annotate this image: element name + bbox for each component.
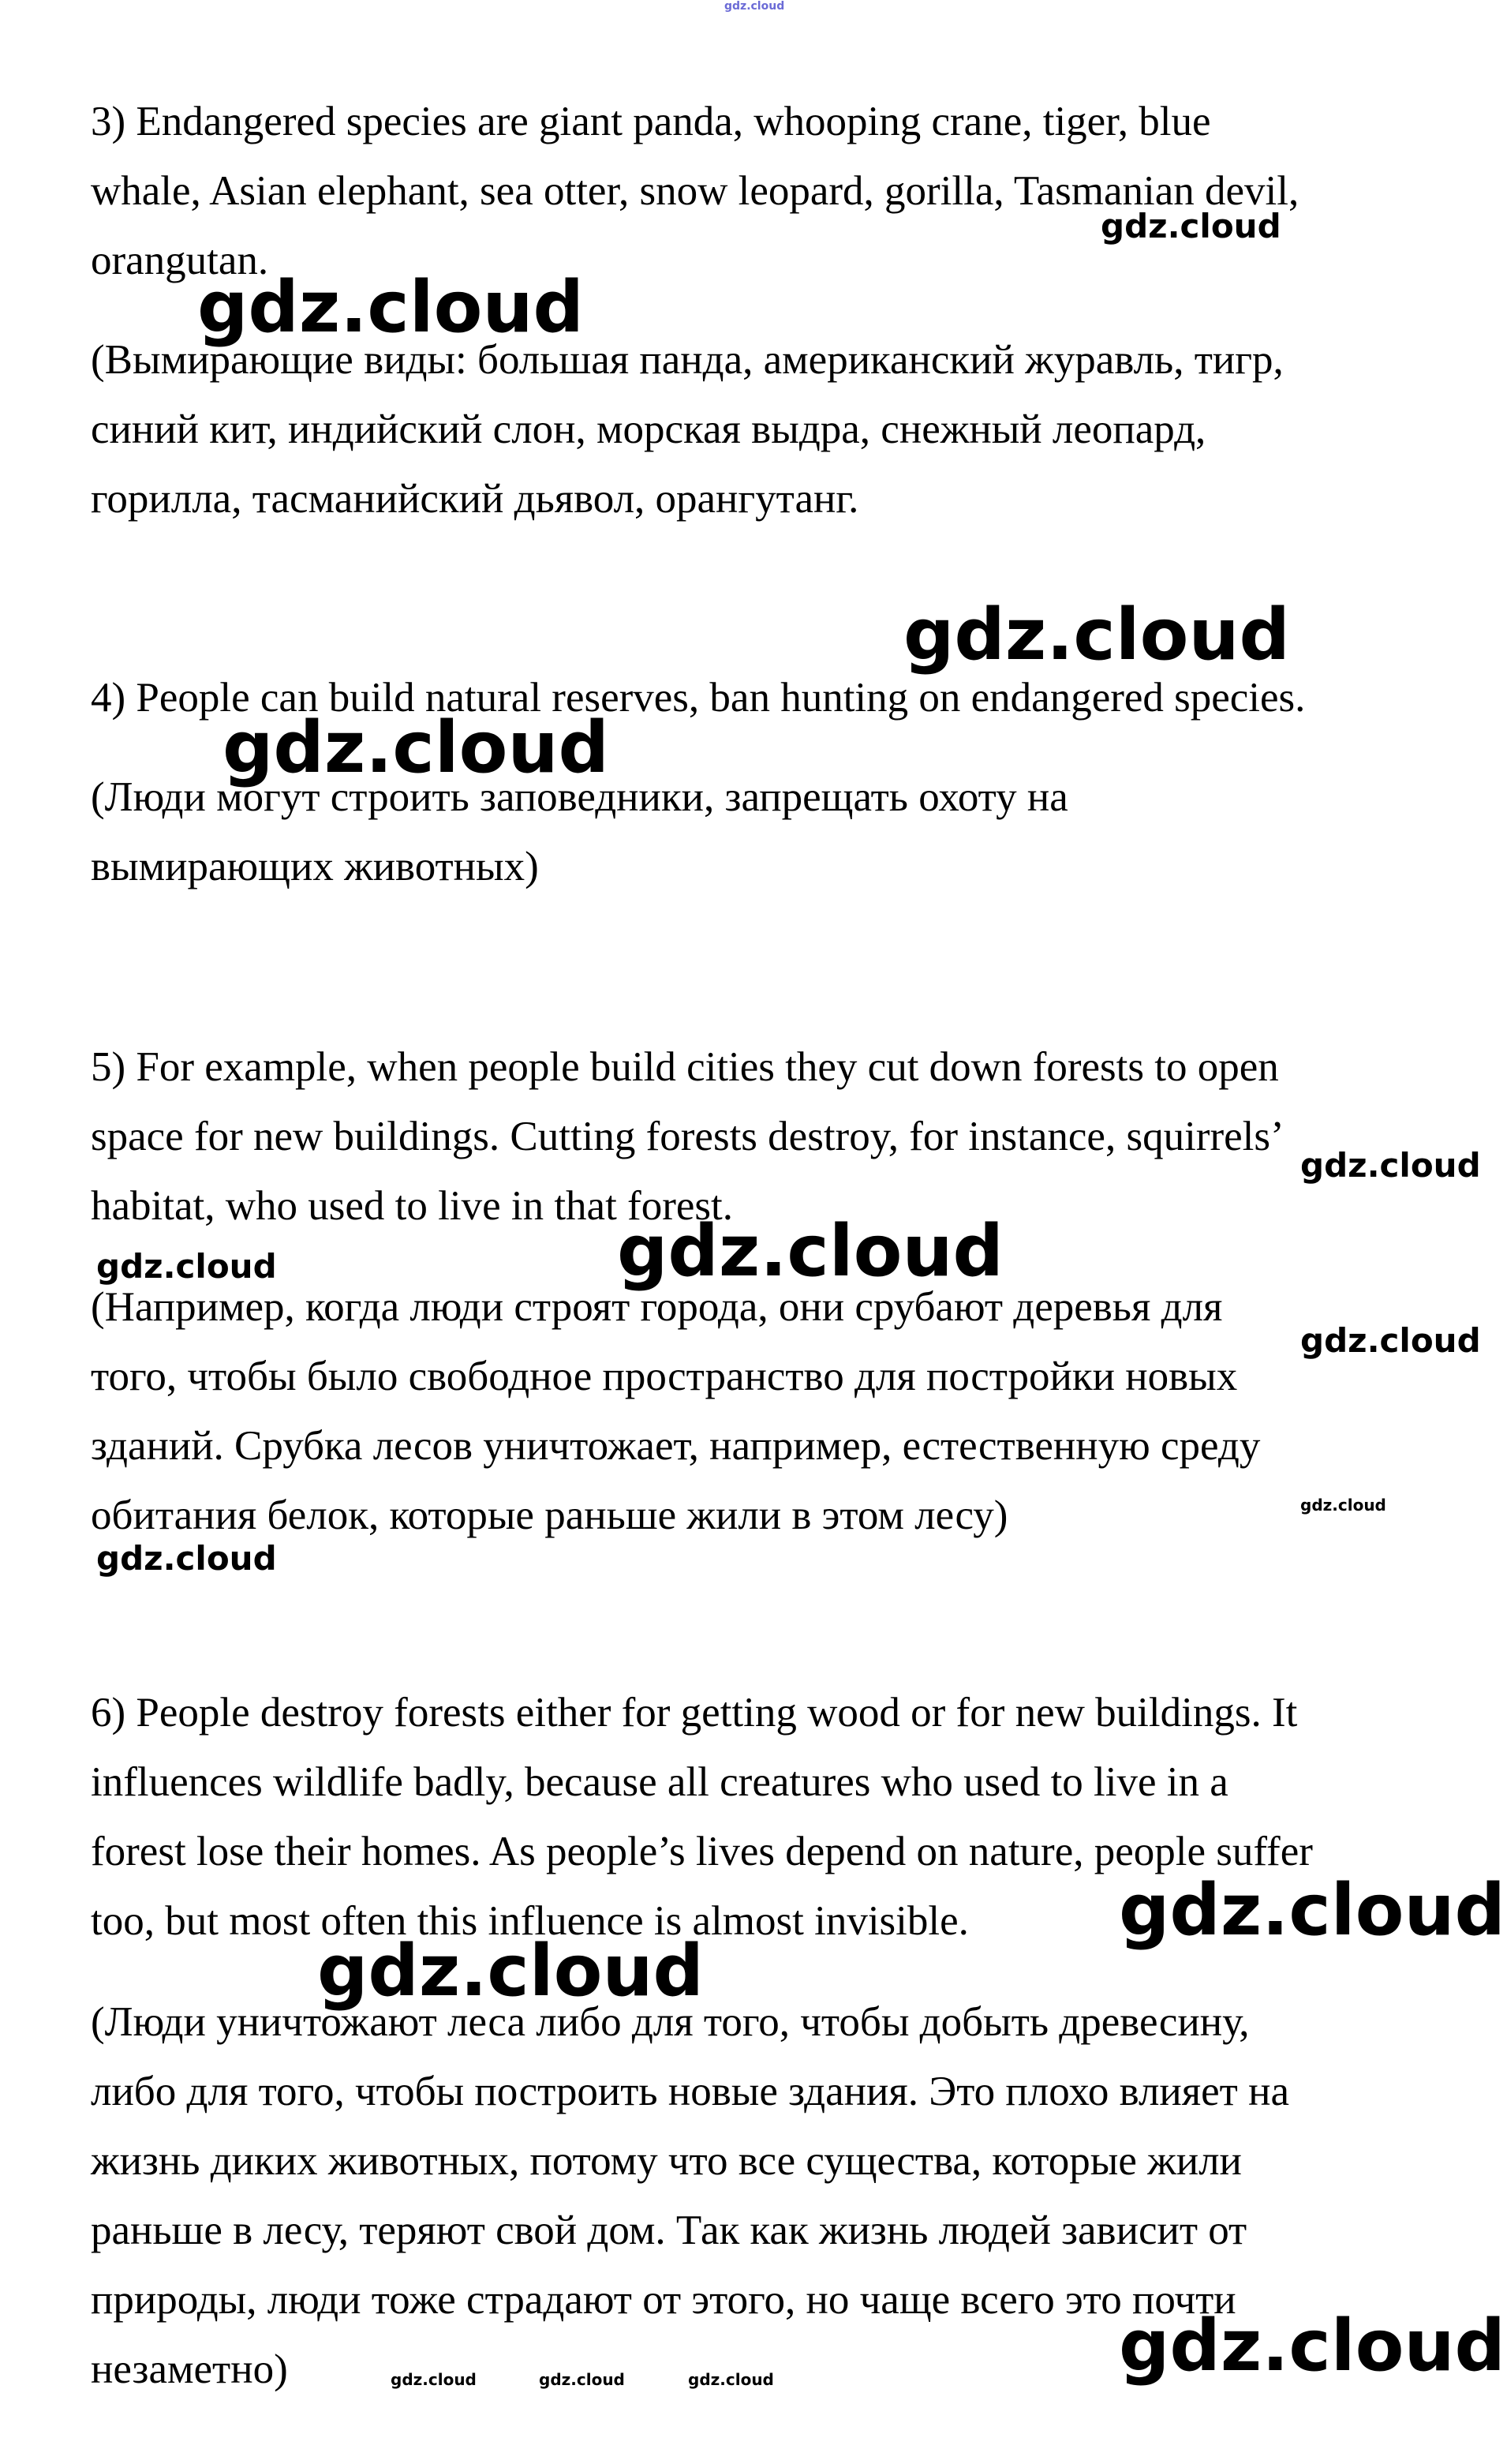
answer-3-english-line: whale, Asian elephant, sea otter, snow leopard, gorilla, Tasmanian devil, [91, 168, 1299, 214]
answer-3-russian-line: синий кит, индийский слон, морская выдра, снежный леопард, [91, 406, 1206, 452]
watermark: gdz.cloud [1300, 1146, 1481, 1185]
answer-6-english-line: forest lose their homes. As people’s lives depend on nature, people suffer [91, 1829, 1313, 1874]
answer-6-english-line: too, but most often this influence is almost invisible. [91, 1898, 969, 1944]
answer-3-english-line: orangutan. [91, 238, 269, 283]
watermark: gdz.cloud [539, 2370, 625, 2389]
answer-6-russian-line: раньше в лесу, теряют свой дом. Так как жизнь людей зависит от [91, 2207, 1247, 2253]
answer-3-russian-line: (Вымирающие виды: большая панда, американский журавль, тигр, [91, 337, 1284, 383]
answer-5-english-line: space for new buildings. Cutting forests destroy, for instance, squirrels’ [91, 1114, 1285, 1159]
answer-5-russian-line: того, чтобы было свободное пространство для постройки новых [91, 1354, 1238, 1399]
watermark: gdz.cloud [903, 594, 1290, 676]
watermark-top: gdz.cloud [724, 0, 785, 13]
answer-4-russian-line: вымирающих животных) [91, 844, 539, 889]
watermark: gdz.cloud [1119, 1869, 1505, 1952]
watermark: gdz.cloud [1300, 1321, 1481, 1360]
watermark: gdz.cloud [96, 1247, 277, 1286]
answer-6-english-line: influences wildlife badly, because all creatures who used to live in a [91, 1759, 1228, 1805]
answer-3-english-line: 3) Endangered species are giant panda, whooping crane, tiger, blue [91, 99, 1211, 144]
watermark: gdz.cloud [1119, 2305, 1505, 2387]
watermark: gdz.cloud [222, 706, 609, 789]
answer-6-russian-line: жизнь диких животных, потому что все существа, которые жили [91, 2138, 1242, 2184]
answer-6-english-line: 6) People destroy forests either for getting wood or for new buildings. It [91, 1690, 1298, 1736]
watermark: gdz.cloud [96, 1539, 277, 1578]
watermark: gdz.cloud [617, 1210, 1004, 1293]
watermark: gdz.cloud [688, 2370, 774, 2389]
watermark: gdz.cloud [1101, 207, 1281, 245]
answer-5-russian-line: зданий. Срубка лесов уничтожает, например, естественную среду [91, 1423, 1261, 1469]
answer-4-english-line: 4) People can build natural reserves, ban hunting on endangered species. [91, 675, 1306, 721]
watermark: gdz.cloud [197, 266, 584, 349]
watermark: gdz.cloud [1300, 1496, 1386, 1515]
answer-6-russian-line: природы, люди тоже страдают от этого, но чаще всего это почти [91, 2277, 1236, 2323]
answer-6-russian-line: (Люди уничтожают леса либо для того, чтобы добыть древесину, [91, 1999, 1250, 2045]
answer-6-russian-line: либо для того, чтобы построить новые здания. Это плохо влияет на [91, 2069, 1289, 2114]
watermark: gdz.cloud [317, 1930, 704, 2013]
answer-5-english-line: 5) For example, when people build cities they cut down forests to open [91, 1044, 1279, 1090]
watermark: gdz.cloud [391, 2370, 477, 2389]
answer-3-russian-line: горилла, тасманийский дьявол, орангутанг. [91, 476, 859, 522]
answer-4-russian-line: (Люди могут строить заповедники, запрещать охоту на [91, 774, 1068, 820]
answer-6-russian-line: незаметно) [91, 2346, 288, 2392]
answer-5-russian-line: (Например, когда люди строят города, они срубают деревья для [91, 1284, 1223, 1330]
answer-5-russian-line: обитания белок, которые раньше жили в этом лесу) [91, 1492, 1008, 1538]
answer-5-english-line: habitat, who used to live in that forest. [91, 1183, 733, 1229]
